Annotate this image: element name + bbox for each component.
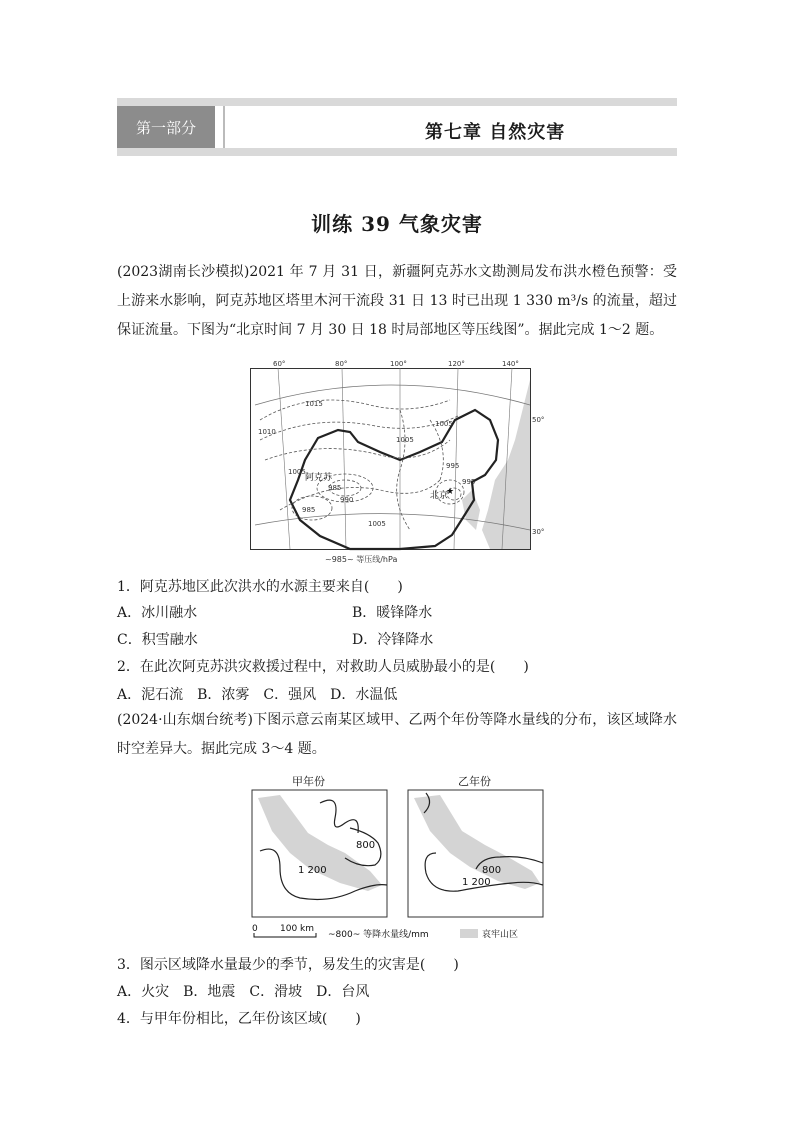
isobar-label: 985 [328, 484, 342, 492]
lon-label: 60° [273, 360, 286, 368]
part-tab: 第一部分 [117, 106, 215, 148]
star-icon: ★ [446, 487, 455, 497]
isobar-label: 985 [302, 506, 316, 514]
place-label-aksu: 阿克苏 [305, 473, 333, 483]
isobar-label: 1005 [396, 436, 414, 444]
q2-options: A．泥石流 B．浓雾 C．强风 D．水温低 [117, 687, 398, 703]
lon-label: 120° [448, 360, 465, 368]
scale-zero: 0 [252, 924, 258, 934]
header-rule-bottom [117, 148, 677, 156]
lon-label: 140° [502, 360, 519, 368]
header-rule-top [117, 98, 677, 106]
precipitation-map [250, 773, 550, 943]
isobar-map [250, 360, 545, 568]
isobar-label: 1015 [305, 400, 323, 408]
isobar-label: 1005 [368, 520, 386, 528]
chapter-title: 第七章 自然灾害 [425, 122, 566, 143]
q1-stem: 1．阿克苏地区此次洪水的水源主要来自( ) [117, 579, 403, 595]
panel-a-title: 甲年份 [292, 775, 325, 788]
intro-paragraph-1: (2023湖南长沙模拟)2021 年 7 月 31 日，新疆阿克苏水文勘测局发布洪水橙色预警：受上游来水影响，阿克苏地区塔里木河干流段 31 日 13 时已出现 1 330 m³/s 的流量，超过保证流量。下图为“北京时间 7 月 30 日 18 时局部地区等压线图”。据此完成 1～2 题。 [117, 264, 677, 338]
page-title: 训练 39 气象灾害 [311, 212, 483, 236]
chapter-box [223, 106, 679, 148]
intro-paragraph-2: (2024·山东烟台统考)下图示意云南某区域甲、乙两个年份等降水量线的分布，该区域降水时空差异大。据此完成 3～4 题。 [117, 712, 677, 757]
isobar-label: 1005 [288, 468, 306, 476]
isobar-label: 995 [446, 462, 460, 470]
isobar-label: 995 [462, 478, 476, 486]
q2-stem: 2．在此次阿克苏洪灾救援过程中，对救助人员威胁最小的是( ) [117, 659, 529, 675]
isobar-label: 990 [340, 496, 354, 504]
isoline-label-b: 1 200 [462, 877, 491, 888]
q1-option-d: D．冷锋降水 [352, 632, 434, 648]
isoline-label-b: 800 [482, 865, 502, 876]
lon-label: 100° [390, 360, 407, 368]
panel-b-title: 乙年份 [458, 775, 491, 788]
q1-option-b: B．暖锋降水 [352, 605, 433, 621]
q1-option-a: A．冰川融水 [117, 605, 198, 621]
isoline-label-a: 1 200 [298, 865, 327, 876]
legend-area: 哀牢山区 [482, 930, 519, 940]
lat-label: 30° [532, 528, 545, 536]
lon-label: 80° [335, 360, 348, 368]
q3-options: A．火灾 B．地震 C．滑坡 D．台风 [117, 984, 370, 1000]
isobar-label: 1005 [435, 420, 453, 428]
q1-option-c: C．积雪融水 [117, 632, 198, 648]
isoline-label-a: 800 [356, 840, 376, 851]
legend-isoline: ~800~ 等降水量线/mm [328, 930, 429, 940]
q4-stem: 4．与甲年份相比，乙年份该区域( ) [117, 1011, 361, 1027]
place-label-beijing: 北京 [430, 491, 449, 501]
q3-stem: 3．图示区域降水量最少的季节，易发生的灾害是( ) [117, 957, 459, 973]
scale-label: 100 km [280, 924, 315, 934]
chapter-header [117, 98, 677, 156]
isobar-label: 1010 [258, 428, 276, 436]
legend-swatch [460, 929, 478, 938]
map1-legend: ~985~ 等压线/hPa [325, 555, 398, 564]
lat-label: 50° [532, 416, 545, 424]
